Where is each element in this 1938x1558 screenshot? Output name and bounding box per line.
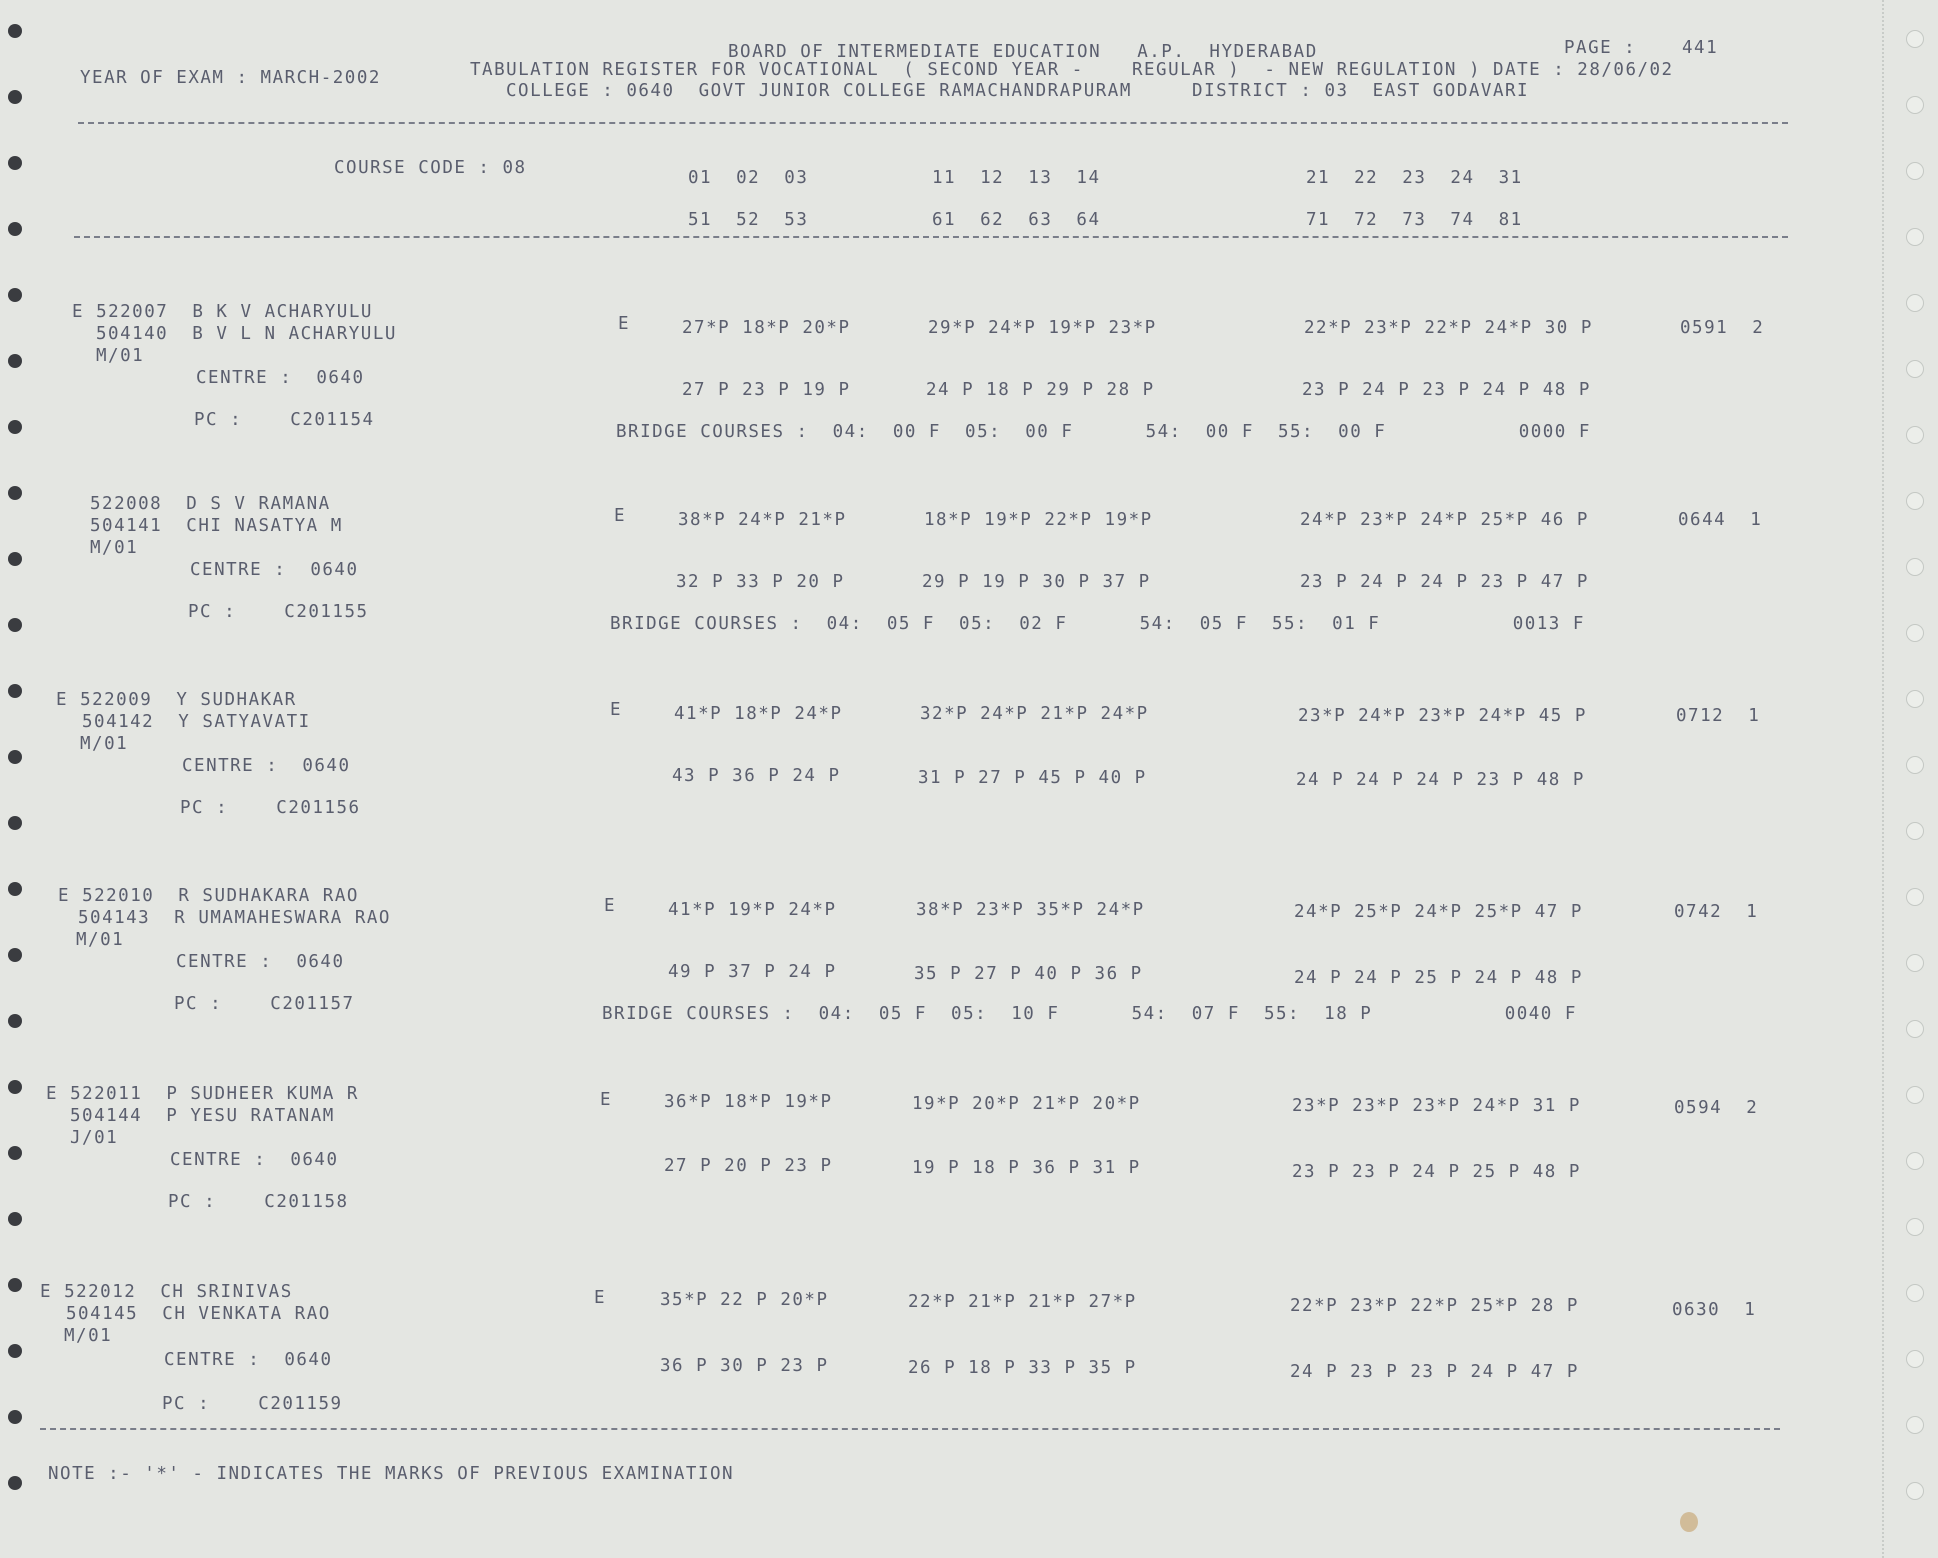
tractor-hole — [8, 1476, 22, 1490]
tractor-hole — [1906, 96, 1924, 114]
record-group-code: M/01 — [80, 734, 129, 754]
tractor-hole — [8, 156, 22, 170]
record-total: 0594 2 — [1674, 1098, 1759, 1118]
record-centre: CENTRE : 0640 — [170, 1150, 339, 1170]
student-record — [0, 494, 1938, 674]
marks-second-group3: 24 P 23 P 23 P 24 P 47 P — [1290, 1362, 1579, 1382]
tractor-hole — [8, 222, 22, 236]
record-reg-parent: 504144 P YESU RATANAM — [70, 1106, 335, 1126]
header-divider — [78, 122, 1788, 124]
course-codes-row2-group2: 61 62 63 64 — [932, 210, 1101, 230]
marks-second-group2: 19 P 18 P 36 P 31 P — [912, 1158, 1141, 1178]
record-reg-parent: 504145 CH VENKATA RAO — [66, 1304, 331, 1324]
record-pc: PC : C201158 — [168, 1192, 349, 1212]
record-pc: PC : C201156 — [180, 798, 361, 818]
tractor-hole — [1906, 30, 1924, 48]
header-board-title: BOARD OF INTERMEDIATE EDUCATION A.P. HYDERABAD — [728, 42, 1318, 62]
record-group-code: M/01 — [76, 930, 125, 950]
course-codes-row1-group2: 11 12 13 14 — [932, 168, 1101, 188]
marks-second-group1: 36 P 30 P 23 P — [660, 1356, 829, 1376]
student-record — [0, 1084, 1938, 1264]
marks-second-group3: 23 P 23 P 24 P 25 P 48 P — [1292, 1162, 1581, 1182]
tractor-hole — [1906, 1482, 1924, 1500]
marks-second-group2: 24 P 18 P 29 P 28 P — [926, 380, 1155, 400]
tractor-hole — [8, 90, 22, 104]
record-flag: E — [600, 1090, 613, 1110]
record-pc: PC : C201157 — [174, 994, 355, 1014]
marks-second-group1: 43 P 36 P 24 P — [672, 766, 841, 786]
year-of-exam: YEAR OF EXAM : MARCH-2002 — [80, 68, 381, 88]
record-centre: CENTRE : 0640 — [176, 952, 345, 972]
marks-first-group2: 29*P 24*P 19*P 23*P — [928, 318, 1157, 338]
marks-first-group1: 41*P 18*P 24*P — [674, 704, 843, 724]
record-total: 0742 1 — [1674, 902, 1759, 922]
page-label: PAGE : — [1564, 38, 1637, 58]
course-code-label: COURSE CODE : 08 — [334, 158, 527, 178]
course-codes-row2-group1: 51 52 53 — [688, 210, 809, 230]
header-register-title: TABULATION REGISTER FOR VOCATIONAL ( SECOND YEAR - REGULAR ) - NEW REGULATION ) DATE : 28/06/02 — [470, 60, 1674, 80]
ink-stain — [1680, 1512, 1698, 1532]
record-reg-parent: 504140 B V L N ACHARYULU — [96, 324, 397, 344]
marks-first-group2: 19*P 20*P 21*P 20*P — [912, 1094, 1141, 1114]
student-record — [0, 886, 1938, 1066]
marks-first-group1: 27*P 18*P 20*P — [682, 318, 851, 338]
page-number: 441 — [1682, 38, 1719, 58]
record-pc: PC : C201159 — [162, 1394, 343, 1414]
record-reg-parent: 504143 R UMAMAHESWARA RAO — [78, 908, 391, 928]
record-centre: CENTRE : 0640 — [164, 1350, 333, 1370]
record-group-code: M/01 — [90, 538, 139, 558]
record-flag: E — [604, 896, 617, 916]
bridge-courses: BRIDGE COURSES : 04: 00 F 05: 00 F 54: 00 F 55: 00 F 0000 F — [616, 422, 1591, 442]
marks-second-group1: 27 P 20 P 23 P — [664, 1156, 833, 1176]
record-total: 0591 2 — [1680, 318, 1765, 338]
record-total: 0644 1 — [1678, 510, 1763, 530]
marks-second-group1: 27 P 23 P 19 P — [682, 380, 851, 400]
marks-second-group2: 29 P 19 P 30 P 37 P — [922, 572, 1151, 592]
marks-second-group1: 49 P 37 P 24 P — [668, 962, 837, 982]
record-group-code: M/01 — [96, 346, 145, 366]
tractor-hole — [1906, 162, 1924, 180]
footnote: NOTE :- '*' - INDICATES THE MARKS OF PREVIOUS EXAMINATION — [48, 1464, 735, 1484]
marks-first-group3: 23*P 24*P 23*P 24*P 45 P — [1298, 706, 1587, 726]
tractor-hole — [8, 288, 22, 302]
marks-second-group2: 35 P 27 P 40 P 36 P — [914, 964, 1143, 984]
marks-first-group1: 35*P 22 P 20*P — [660, 1290, 829, 1310]
marks-second-group3: 23 P 24 P 23 P 24 P 48 P — [1302, 380, 1591, 400]
record-group-code: M/01 — [64, 1326, 113, 1346]
marks-first-group1: 36*P 18*P 19*P — [664, 1092, 833, 1112]
marks-first-group1: 41*P 19*P 24*P — [668, 900, 837, 920]
marks-second-group3: 24 P 24 P 24 P 23 P 48 P — [1296, 770, 1585, 790]
record-centre: CENTRE : 0640 — [196, 368, 365, 388]
header-college-line: COLLEGE : 0640 GOVT JUNIOR COLLEGE RAMACHANDRAPURAM DISTRICT : 03 EAST GODAVARI — [506, 81, 1530, 101]
course-codes-row2-group3: 71 72 73 74 81 — [1306, 210, 1523, 230]
record-flag: E — [614, 506, 627, 526]
course-codes-row1-group1: 01 02 03 — [688, 168, 809, 188]
marks-second-group1: 32 P 33 P 20 P — [676, 572, 845, 592]
marks-first-group3: 23*P 23*P 23*P 24*P 31 P — [1292, 1096, 1581, 1116]
marks-second-group2: 26 P 18 P 33 P 35 P — [908, 1358, 1137, 1378]
record-total: 0712 1 — [1676, 706, 1761, 726]
tractor-hole — [8, 24, 22, 38]
course-codes-row1-group3: 21 22 23 24 31 — [1306, 168, 1523, 188]
record-id-name: E 522007 B K V ACHARYULU — [72, 302, 373, 322]
record-total: 0630 1 — [1672, 1300, 1757, 1320]
record-pc: PC : C201154 — [194, 410, 375, 430]
marks-first-group3: 22*P 23*P 22*P 24*P 30 P — [1304, 318, 1593, 338]
record-pc: PC : C201155 — [188, 602, 369, 622]
tractor-hole — [1906, 228, 1924, 246]
marks-second-group3: 24 P 24 P 25 P 24 P 48 P — [1294, 968, 1583, 988]
marks-second-group3: 23 P 24 P 24 P 23 P 47 P — [1300, 572, 1589, 592]
marks-first-group3: 24*P 23*P 24*P 25*P 46 P — [1300, 510, 1589, 530]
course-divider — [74, 236, 1788, 238]
student-record — [0, 690, 1938, 870]
record-group-code: J/01 — [70, 1128, 119, 1148]
record-id-name: 522008 D S V RAMANA — [90, 494, 331, 514]
record-centre: CENTRE : 0640 — [182, 756, 351, 776]
record-centre: CENTRE : 0640 — [190, 560, 359, 580]
marks-first-group1: 38*P 24*P 21*P — [678, 510, 847, 530]
marks-second-group2: 31 P 27 P 45 P 40 P — [918, 768, 1147, 788]
record-flag: E — [594, 1288, 607, 1308]
marks-first-group3: 24*P 25*P 24*P 25*P 47 P — [1294, 902, 1583, 922]
marks-first-group3: 22*P 23*P 22*P 25*P 28 P — [1290, 1296, 1579, 1316]
student-record — [0, 1282, 1938, 1462]
record-id-name: E 522010 R SUDHAKARA RAO — [58, 886, 359, 906]
record-flag: E — [618, 314, 631, 334]
marks-first-group2: 18*P 19*P 22*P 19*P — [924, 510, 1153, 530]
marks-first-group2: 38*P 23*P 35*P 24*P — [916, 900, 1145, 920]
record-id-name: E 522011 P SUDHEER KUMA R — [46, 1084, 359, 1104]
record-flag: E — [610, 700, 623, 720]
footer-divider — [40, 1428, 1780, 1430]
marks-first-group2: 22*P 21*P 21*P 27*P — [908, 1292, 1137, 1312]
marks-first-group2: 32*P 24*P 21*P 24*P — [920, 704, 1149, 724]
student-record — [0, 302, 1938, 482]
record-id-name: E 522012 CH SRINIVAS — [40, 1282, 293, 1302]
bridge-courses: BRIDGE COURSES : 04: 05 F 05: 10 F 54: 07 F 55: 18 P 0040 F — [602, 1004, 1577, 1024]
bridge-courses: BRIDGE COURSES : 04: 05 F 05: 02 F 54: 05 F 55: 01 F 0013 F — [610, 614, 1585, 634]
record-id-name: E 522009 Y SUDHAKAR — [56, 690, 297, 710]
record-reg-parent: 504142 Y SATYAVATI — [82, 712, 311, 732]
record-reg-parent: 504141 CHI NASATYA M — [90, 516, 343, 536]
